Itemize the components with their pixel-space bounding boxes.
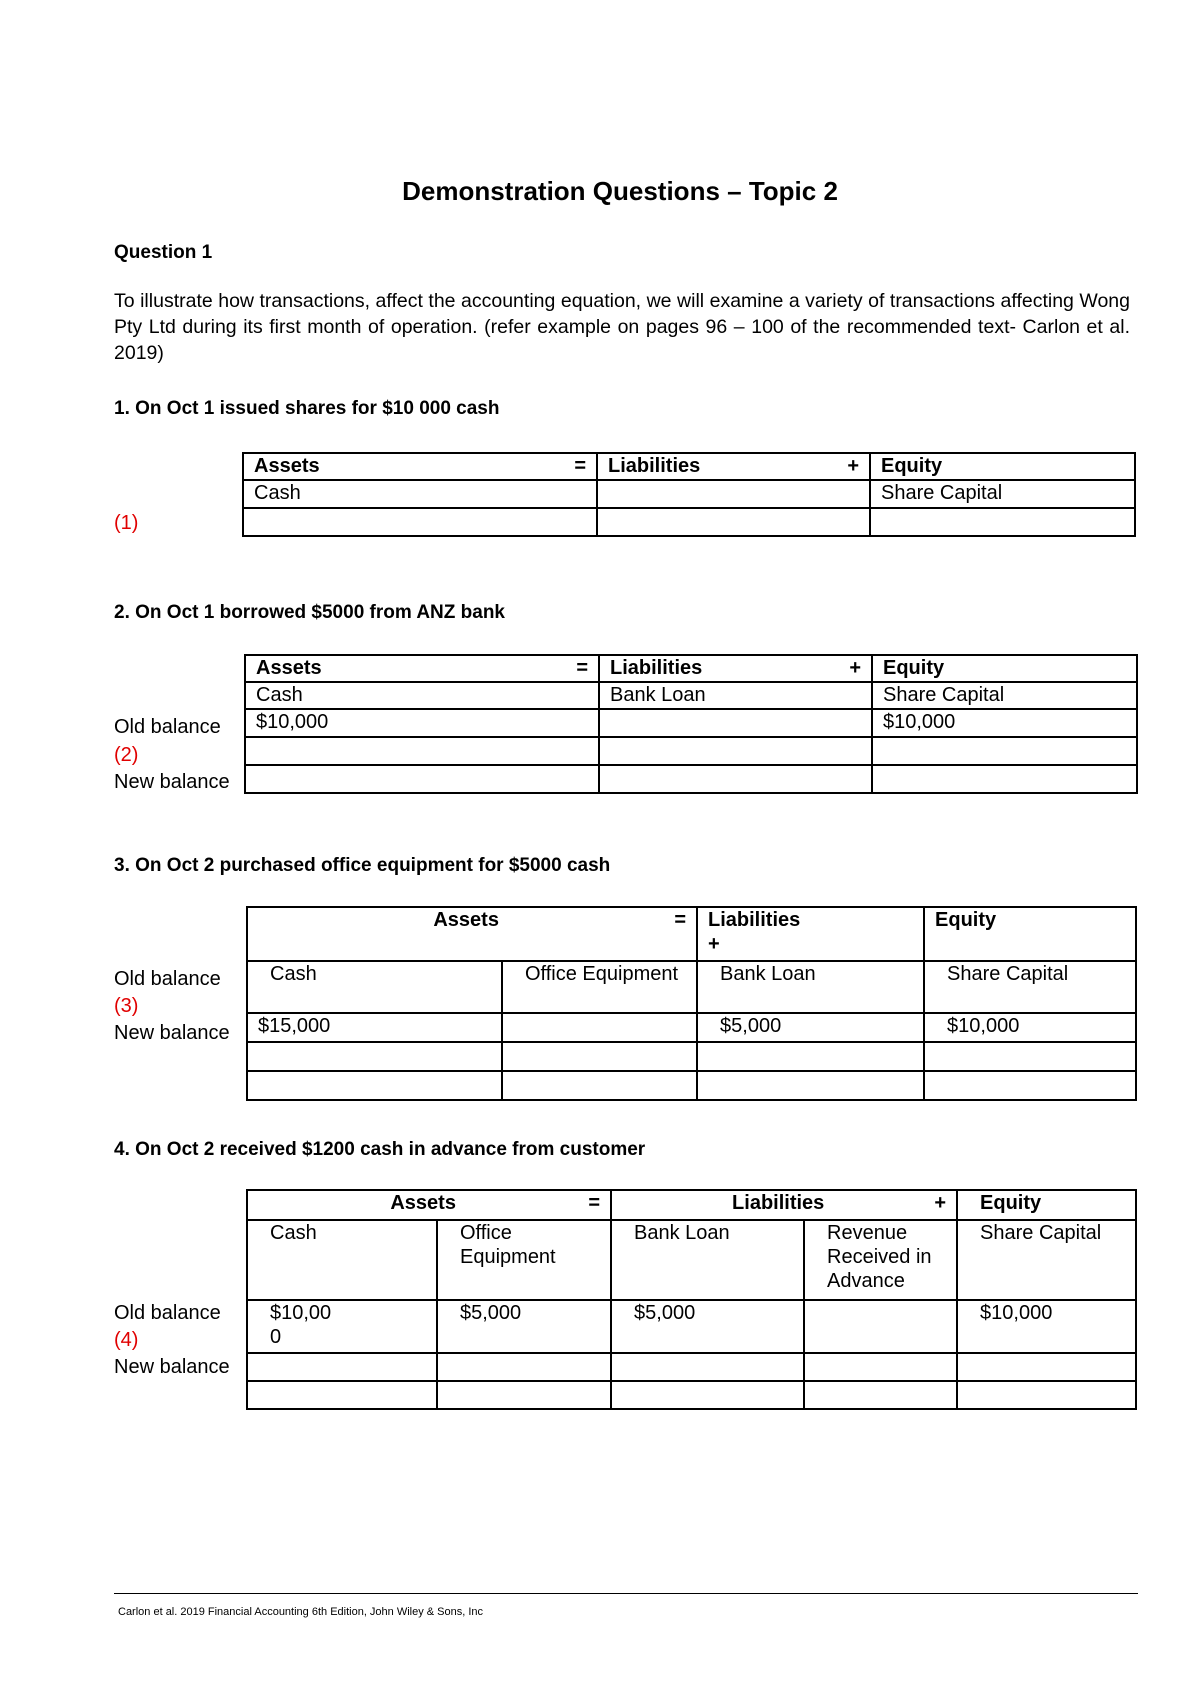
- q1-entry-cell: [870, 508, 1135, 536]
- q2-new-balance-cell: [872, 765, 1137, 793]
- q1-liabilities-header: Liabilities +: [597, 453, 870, 480]
- q1-marker: (1): [114, 512, 139, 534]
- q4-equity-header: Equity: [957, 1190, 1136, 1220]
- q2-entry-cell: [872, 737, 1137, 765]
- q1-entry-cell: [243, 508, 597, 536]
- intro-paragraph: To illustrate how transactions, affect the accounting equation, we will examine a variety of transactions affecting Wong Pty Ltd during its first month of operation. (refer example on pages 96 – 100 of the recommended text- Carlon et al. 2019): [114, 290, 1130, 364]
- q3-old-office-equipment: [502, 1013, 697, 1042]
- q4-new-balance-cell: [957, 1381, 1136, 1409]
- q2-old-balance-label: Old balance: [114, 716, 221, 738]
- q4-entry-cell: [804, 1353, 957, 1381]
- q4-assets-header: Assets =: [247, 1190, 611, 1220]
- q3-new-balance-cell: [924, 1071, 1136, 1100]
- equals-sign: =: [576, 657, 588, 679]
- page-title: Demonstration Questions – Topic 2: [402, 176, 838, 206]
- q4-old-share-capital: $10,000: [957, 1300, 1136, 1353]
- q4-entry-cell: [957, 1353, 1136, 1381]
- q3-entry-cell: [247, 1042, 502, 1071]
- plus-sign: +: [849, 657, 861, 679]
- q2-equity-header: Equity: [872, 655, 1137, 682]
- equals-sign: =: [588, 1192, 601, 1214]
- q3-liabilities-header: Liabilities +: [697, 907, 924, 961]
- q2-old-share-capital: $10,000: [872, 709, 1137, 737]
- q4-account-bank-loan: Bank Loan: [611, 1220, 804, 1300]
- q2-marker: (2): [114, 744, 139, 766]
- q2-new-balance-cell: [599, 765, 872, 793]
- q1-account-liabilities: [597, 480, 870, 508]
- q2-old-cash: $10,000: [245, 709, 599, 737]
- q1-entry-cell: [597, 508, 870, 536]
- q2-heading: 2. On Oct 1 borrowed $5000 from ANZ bank: [114, 602, 506, 623]
- q4-old-cash: $10,00 0: [247, 1300, 437, 1353]
- q1-equity-header: Equity: [870, 453, 1135, 480]
- q3-new-balance-cell: [697, 1071, 924, 1100]
- plus-sign: +: [708, 933, 720, 955]
- q4-old-balance-label: Old balance: [114, 1302, 221, 1324]
- q3-marker: (3): [114, 995, 139, 1017]
- q3-entry-cell: [502, 1042, 697, 1071]
- plus-sign: +: [934, 1192, 947, 1214]
- equals-sign: =: [674, 909, 687, 931]
- q4-old-office-equipment: $5,000: [437, 1300, 611, 1353]
- q3-new-balance-cell: [502, 1071, 697, 1100]
- q4-account-cash: Cash: [247, 1220, 437, 1300]
- q3-account-office-equipment: Office Equipment: [502, 961, 697, 1013]
- q2-account-cash: Cash: [245, 682, 599, 709]
- question-heading: Question 1: [114, 242, 213, 263]
- q4-entry-cell: [611, 1353, 804, 1381]
- q2-account-bank-loan: Bank Loan: [599, 682, 872, 709]
- q3-old-bank-loan: $5,000: [697, 1013, 924, 1042]
- q1-assets-header: Assets =: [243, 453, 597, 480]
- q3-assets-header: Assets =: [247, 907, 697, 961]
- q3-account-share-capital: Share Capital: [924, 961, 1136, 1013]
- q3-old-share-capital: $10,000: [924, 1013, 1136, 1042]
- q3-heading: 3. On Oct 2 purchased office equipment for $5000 cash: [114, 855, 611, 876]
- footer-divider: [114, 1593, 1138, 1594]
- q4-account-share-capital: Share Capital: [957, 1220, 1136, 1300]
- q3-entry-cell: [697, 1042, 924, 1071]
- q4-heading: 4. On Oct 2 received $1200 cash in advance from customer: [114, 1139, 646, 1160]
- q4-new-balance-cell: [804, 1381, 957, 1409]
- q2-new-balance-label: New balance: [114, 771, 230, 793]
- q1-heading: 1. On Oct 1 issued shares for $10 000 cash: [114, 398, 500, 419]
- q4-new-balance-cell: [437, 1381, 611, 1409]
- q3-account-bank-loan: Bank Loan: [697, 961, 924, 1013]
- q4-old-revenue-received: [804, 1300, 957, 1353]
- q2-entry-cell: [245, 737, 599, 765]
- q3-old-balance-label: Old balance: [114, 968, 221, 990]
- q2-new-balance-cell: [245, 765, 599, 793]
- q4-old-bank-loan: $5,000: [611, 1300, 804, 1353]
- q4-account-revenue-received-in-advance: Revenue Received in Advance: [804, 1220, 957, 1300]
- q3-new-balance-cell: [247, 1071, 502, 1100]
- q3-new-balance-label: New balance: [114, 1022, 230, 1044]
- plus-sign: +: [847, 455, 859, 477]
- q2-account-share-capital: Share Capital: [872, 682, 1137, 709]
- q2-old-bank-loan: [599, 709, 872, 737]
- q4-liabilities-header: Liabilities +: [611, 1190, 957, 1220]
- q3-old-cash: $15,000: [247, 1013, 502, 1042]
- q4-entry-cell: [247, 1353, 437, 1381]
- q3-account-cash: Cash: [247, 961, 502, 1013]
- q4-account-office-equipment: Office Equipment: [437, 1220, 611, 1300]
- q4-entry-cell: [437, 1353, 611, 1381]
- q4-equation-table: [246, 1189, 1137, 1410]
- q2-equation-table: [244, 654, 1138, 794]
- footer-citation: Carlon et al. 2019 Financial Accounting 6th Edition, John Wiley & Sons, Inc: [118, 1606, 484, 1618]
- q4-new-balance-label: New balance: [114, 1356, 230, 1378]
- equals-sign: =: [574, 455, 586, 477]
- q4-new-balance-cell: [247, 1381, 437, 1409]
- q1-account-share-capital: Share Capital: [870, 480, 1135, 508]
- q3-equity-header: Equity: [924, 907, 1136, 961]
- q4-marker: (4): [114, 1329, 139, 1351]
- q2-liabilities-header: Liabilities +: [599, 655, 872, 682]
- q4-new-balance-cell: [611, 1381, 804, 1409]
- q2-assets-header: Assets =: [245, 655, 599, 682]
- q3-equation-table: [246, 906, 1137, 1101]
- q2-entry-cell: [599, 737, 872, 765]
- q1-equation-table: [242, 452, 1136, 537]
- q3-entry-cell: [924, 1042, 1136, 1071]
- q1-account-cash: Cash: [243, 480, 597, 508]
